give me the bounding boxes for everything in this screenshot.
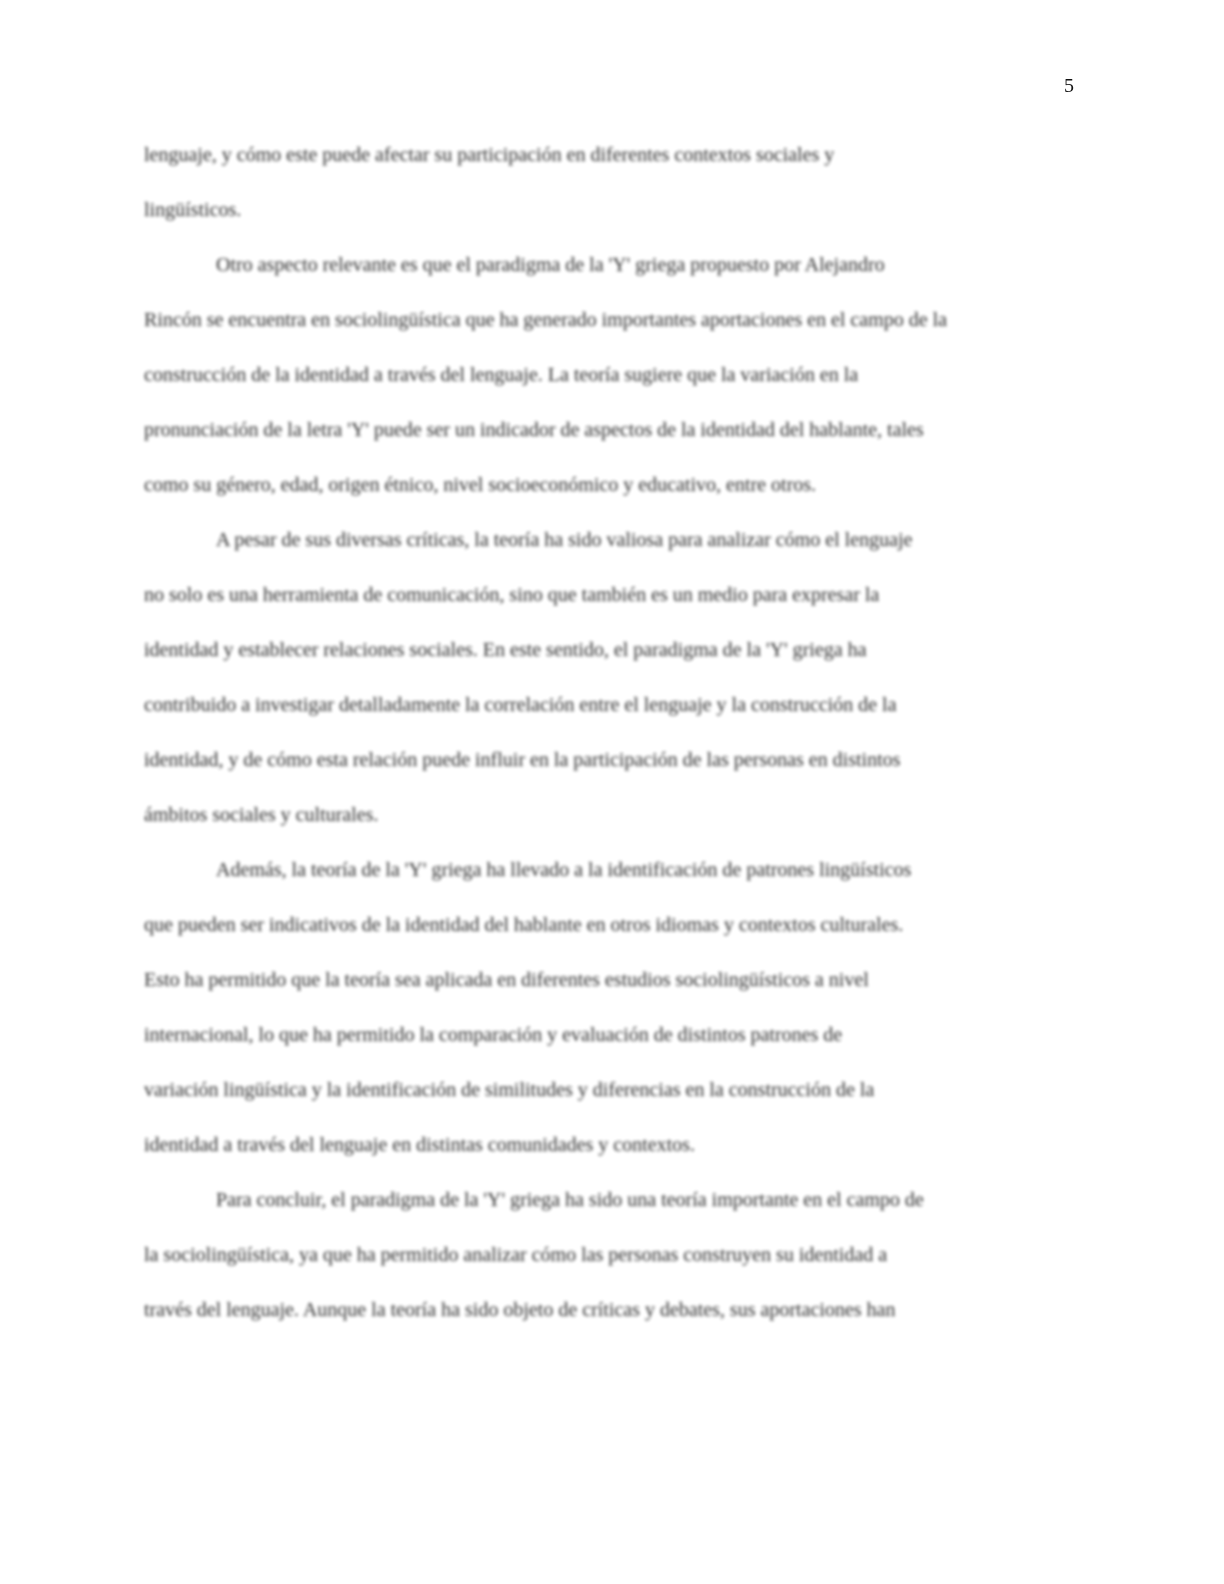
text-line: identidad y establecer relaciones sociales. En este sentido, el paradigma de la 'Y' griega ha (144, 639, 867, 661)
text-line: identidad, y de cómo esta relación puede influir en la participación de las personas en distintos (144, 749, 901, 771)
text-line: internacional, lo que ha permitido la comparación y evaluación de distintos patrones de (144, 1024, 843, 1046)
text-line: lingüísticos. (144, 199, 242, 221)
paragraph-3 (144, 513, 1080, 843)
text-line: lenguaje, y cómo este puede afectar su participación en diferentes contextos sociales y (144, 144, 835, 166)
text-line: ámbitos sociales y culturales. (144, 804, 379, 826)
text-line: construcción de la identidad a través del lenguaje. La teoría sugiere que la variación en la (144, 364, 859, 386)
text-line: que pueden ser indicativos de la identidad del hablante en otros idiomas y contextos culturales. (144, 914, 904, 936)
paragraph-4 (144, 843, 1080, 1173)
paragraph-1 (144, 128, 1080, 238)
text-line: la sociolingüística, ya que ha permitido analizar cómo las personas construyen su identidad a (144, 1244, 888, 1266)
text-line: Rincón se encuentra en sociolingüística que ha generado importantes aportaciones en el campo de la (144, 309, 948, 331)
text-line: contribuido a investigar detalladamente la correlación entre el lenguaje y la construcción de la (144, 694, 897, 716)
page-number: 5 (1064, 75, 1074, 97)
paragraph-5 (144, 1173, 1080, 1338)
text-line: pronunciación de la letra 'Y' puede ser un indicador de aspectos de la identidad del hablante, tales (144, 419, 924, 441)
text-line: A pesar de sus diversas críticas, la teoría ha sido valiosa para analizar cómo el lenguaje (216, 529, 913, 551)
text-line: no solo es una herramienta de comunicación, sino que también es un medio para expresar la (144, 584, 880, 606)
text-line: Para concluir, el paradigma de la 'Y' griega ha sido una teoría importante en el campo de (216, 1189, 924, 1211)
text-line: como su género, edad, origen étnico, nivel socioeconómico y educativo, entre otros. (144, 474, 817, 496)
text-line: Además, la teoría de la 'Y' griega ha llevado a la identificación de patrones lingüísticos (216, 859, 912, 881)
text-line: Esto ha permitido que la teoría sea aplicada en diferentes estudios sociolingüísticos a nivel (144, 969, 869, 991)
body-text (144, 128, 1080, 1338)
paragraph-2 (144, 238, 1080, 513)
text-line: identidad a través del lenguaje en distintas comunidades y contextos. (144, 1134, 695, 1156)
text-line: variación lingüística y la identificación de similitudes y diferencias en la construcción de la (144, 1079, 875, 1101)
text-line: través del lenguaje. Aunque la teoría ha sido objeto de críticas y debates, sus aportaciones han (144, 1299, 896, 1321)
text-line: Otro aspecto relevante es que el paradigma de la 'Y' griega propuesto por Alejandro (216, 254, 885, 276)
